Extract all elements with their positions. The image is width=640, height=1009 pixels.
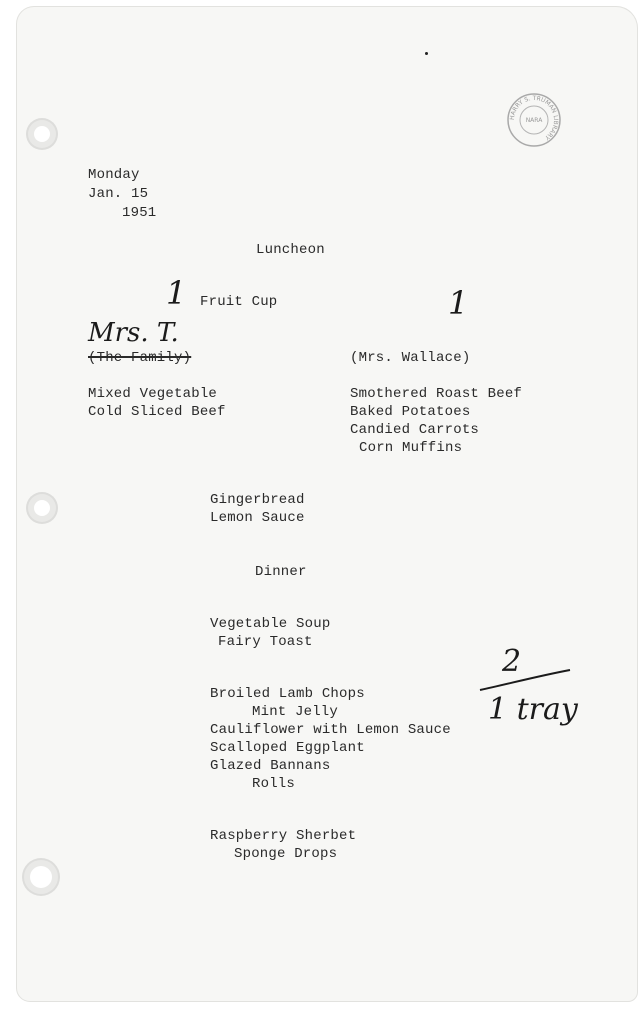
family-label-strikethrough: (The Family): [88, 350, 192, 366]
ink-speck: [425, 52, 428, 55]
family-menu-item: Mixed Vegetable: [88, 386, 218, 402]
fruit-cup: Fruit Cup: [200, 294, 278, 310]
luncheon-dessert-item: Gingerbread: [210, 492, 305, 508]
dinner-main-item: Cauliflower with Lemon Sauce: [210, 722, 451, 738]
dinner-main-item: Broiled Lamb Chops: [210, 686, 365, 702]
dinner-main-item: Rolls: [252, 776, 296, 792]
wallace-menu-item: Candied Carrots: [350, 422, 480, 438]
handwritten-count-right: 1: [448, 284, 469, 322]
stamp-ring-text: HARRY S. TRUMAN LIBRARY: [508, 94, 560, 142]
dinner-main-item: Mint Jelly: [252, 704, 339, 720]
dinner-toast: Fairy Toast: [218, 634, 313, 650]
family-label: [88, 350, 191, 367]
handwritten-note-top: 2: [502, 644, 522, 679]
binder-hole-bottom: [30, 866, 52, 888]
wallace-label: (Mrs. Wallace): [350, 350, 471, 366]
family-menu-item: Cold Sliced Beef: [88, 404, 226, 420]
dinner-main-item: Scalloped Eggplant: [210, 740, 365, 756]
wallace-menu-item: Smothered Roast Beef: [350, 386, 523, 402]
stamp-center-text: NARA: [525, 117, 543, 124]
luncheon-dessert-item: Lemon Sauce: [210, 510, 305, 526]
binder-hole-top: [34, 126, 50, 142]
handwritten-fraction-line: [478, 668, 572, 694]
dinner-title: Dinner: [255, 564, 307, 580]
handwritten-count-left: 1: [166, 274, 187, 312]
header-year: 1951: [122, 205, 157, 221]
binder-hole-middle: [34, 500, 50, 516]
wallace-menu-item: Baked Potatoes: [350, 404, 471, 420]
dinner-dessert-item: Raspberry Sherbet: [210, 828, 357, 844]
header-month-day: Jan. 15: [88, 186, 149, 202]
header-day: Monday: [88, 167, 140, 183]
dinner-dessert-item: Sponge Drops: [234, 846, 338, 862]
dinner-soup: Vegetable Soup: [210, 616, 331, 632]
luncheon-title: Luncheon: [256, 242, 325, 258]
dinner-main-item: Glazed Bannans: [210, 758, 331, 774]
wallace-menu-item: Corn Muffins: [359, 440, 463, 456]
handwritten-note-bottom: 1 tray: [488, 692, 578, 727]
handwritten-mrs-t: Mrs. T.: [88, 318, 179, 348]
archive-stamp: [506, 92, 562, 148]
